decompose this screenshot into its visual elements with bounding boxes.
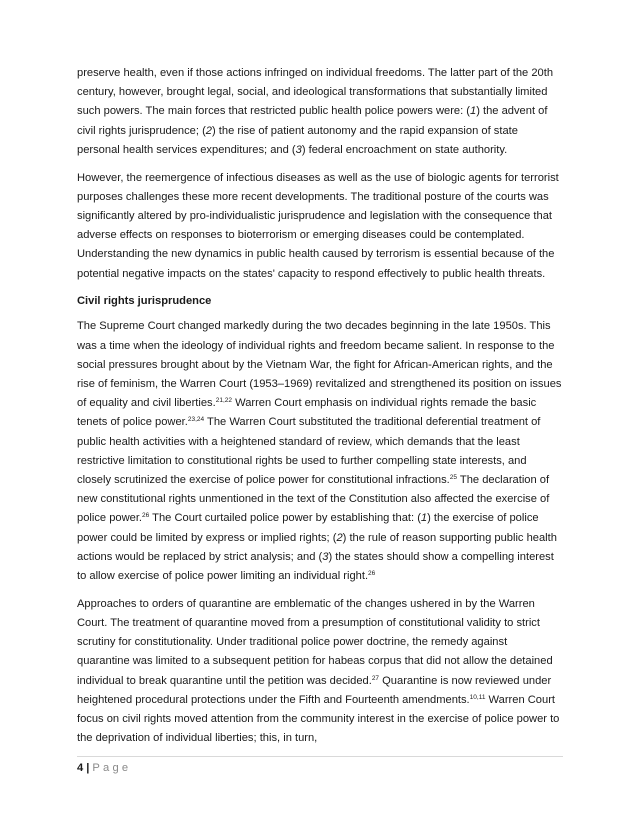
text-run: preserve health, even if those actions infringed on individual freedoms. The latter part of the 20th century, however, brought legal, social, and ideological transformations that substantially limited such powers. The main forces that restricted public health police powers were: ( [77, 67, 554, 118]
page-number: 4 [77, 762, 84, 774]
enumerator: 1 [470, 105, 477, 118]
text-run: Quarantine is now reviewed under heightened procedural protections under the Fifth and Fourteenth amendments. [77, 674, 552, 706]
text-run: ) the rule of reason supporting public health actions would be replaced by strict analysis; and ( [77, 531, 557, 563]
text-run: Warren Court emphasis on individual rights remade the basic tenets of police power. [77, 397, 537, 429]
citation-superscript: 26 [368, 570, 376, 578]
text-run: ) federal encroachment on state authority. [301, 143, 508, 156]
citation-superscript: 23,24 [187, 416, 205, 424]
text-run: ) the states should show a compelling interest to allow exercise of police power limiting an individual right. [77, 550, 554, 583]
citation-superscript: 27 [371, 674, 380, 682]
enumerator: 1 [420, 512, 428, 525]
text-run: ) the advent of civil rights jurisprudence; ( [77, 105, 548, 137]
enumerator: 3 [322, 550, 329, 563]
text-run: ) the exercise of police power could be limited by express or implied rights; ( [77, 512, 539, 544]
citation-superscript: 26 [142, 512, 150, 520]
footer-separator: | [86, 762, 90, 774]
page-label: Page [92, 762, 132, 774]
citation-superscript: 10,11 [469, 693, 486, 701]
text-run: The Warren Court substituted the traditional deferential treatment of public health activities with a heightened standard of review, which demands that the least restrictive limitation to constitutional rights be used to further compelling state interests, and closely scrutinized the exercise of police power for constitutional infractions. [77, 416, 541, 487]
citation-superscript: 21,22 [215, 397, 232, 405]
enumerator: 2 [336, 531, 343, 544]
text-run: The Supreme Court changed markedly during the two decades beginning in the late 1950s. This was a time when the ideology of individual rights and freedom became salient. In response to the social pressures brought about by the Vietnam War, the fight for African-American rights, and the rise of feminism, the Warren Court (1953–1969) revitalized and strengthened its position on issues of equality and civil liberties. [77, 320, 562, 410]
text-run: Approaches to orders of quarantine are emblematic of the changes ushered in by the Warren Court. The treatment of quarantine moved from a presumption of constitutional validity to strict scrutiny for constitutionality. Under traditional police power doctrine, the remedy against quarantine was limited to a subsequent petition for habeas corpus that did not allow the detained individual to break quarantine until the petition was decided. [77, 597, 553, 687]
page-body [77, 64, 562, 757]
section-heading: Civil rights jurisprudence [77, 295, 212, 308]
text-run: ) the rise of patient autonomy and the rapid expansion of state personal health services expenditures; and ( [77, 124, 518, 156]
text-run: The declaration of new constitutional rights unmentioned in the text of the Constitution also affected the exercise of police power. [77, 474, 550, 525]
paragraph-2: However, the reemergence of infectious diseases as well as the use of biologic agents for terrorist purposes challenges these more recent developments. The traditional posture of the courts was significantly altered by pro-individualistic jurisprudence and legislation with the consequence that adverse effects on responses to bioterrorism or emerging diseases could be contemplated. Understanding the new dynamics in public health caused by terrorism is essential because of the potential negative impacts on the states' capacity to respond effectively to public health threats. [77, 171, 559, 280]
citation-superscript: 25 [449, 474, 458, 482]
page-footer [77, 756, 563, 774]
paragraph-1 [77, 64, 562, 160]
text-run: Warren Court focus on civil rights moved attention from the community interest in the exercise of police power to the deprivation of individual liberties; this, in turn, [77, 693, 560, 745]
text-run: The Court curtailed police power by establishing that: ( [149, 512, 421, 525]
enumerator: 2 [205, 124, 212, 137]
paragraph-3 [77, 317, 562, 586]
enumerator: 3 [295, 143, 302, 156]
paragraph-4 [77, 595, 562, 749]
